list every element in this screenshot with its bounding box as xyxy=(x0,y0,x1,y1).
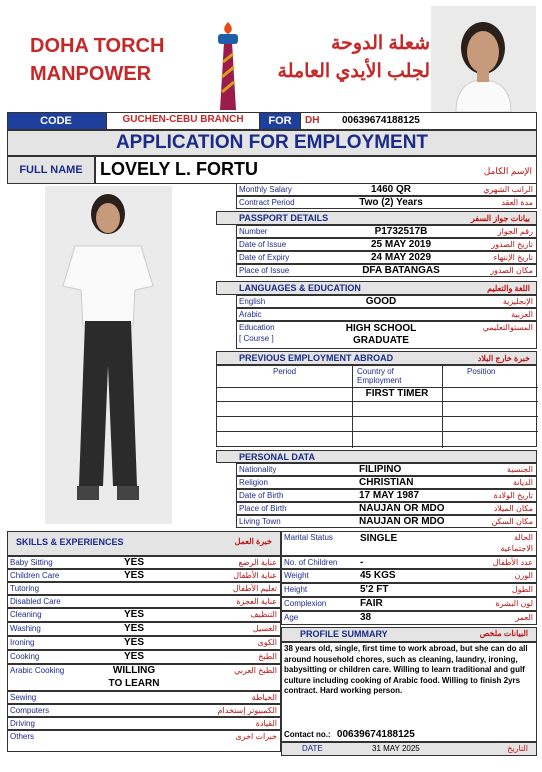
skill-label: Baby Sitting xyxy=(10,558,53,567)
skill-arabic: عناية الأطفال xyxy=(233,571,277,580)
skill-label: Others xyxy=(10,732,35,741)
skill-row xyxy=(7,608,281,622)
skill-value-line2: TO LEARN xyxy=(108,678,160,689)
education-label: Education xyxy=(239,323,275,332)
skills-section-header xyxy=(7,531,281,556)
personal-row xyxy=(236,489,537,502)
skill-value: YES xyxy=(123,637,144,648)
passport-value: DFA BATANGAS xyxy=(362,265,440,276)
skill-row xyxy=(7,569,281,582)
passport-label: Place of Issue xyxy=(239,266,290,275)
personal-value: NAUJAN OR MDO xyxy=(359,503,445,514)
applicant-full-photo xyxy=(45,186,172,524)
status-arabic-line1: الحالة xyxy=(514,533,533,542)
contract-row xyxy=(236,196,537,209)
passport-label: Date of Issue xyxy=(239,240,287,249)
status-value: 5'2 FT xyxy=(360,584,389,595)
previous-title-arabic: خبرة خارج البلاد xyxy=(477,354,530,363)
date-arabic: التاريخ xyxy=(507,744,528,753)
previous-section-header xyxy=(216,351,537,365)
company-arabic-line1: شعلة الدوحة xyxy=(331,33,430,54)
skill-row xyxy=(7,582,281,595)
skills-title: SKILLS & EXPERIENCES xyxy=(16,537,124,547)
skill-row xyxy=(7,650,281,664)
applicant-headshot xyxy=(431,6,536,112)
personal-arabic: تاريخ الولادة xyxy=(493,491,533,500)
page-title: APPLICATION FOR EMPLOYMENT xyxy=(115,132,429,153)
education-arabic: المستوالتعليمي xyxy=(482,323,533,332)
skill-value: YES xyxy=(123,570,144,581)
company-name xyxy=(30,32,164,88)
contract-value: Two (2) Years xyxy=(359,197,423,208)
skill-row xyxy=(7,730,281,752)
previous-entry: FIRST TIMER xyxy=(365,388,429,399)
company-name-line1: DOHA TORCH xyxy=(30,35,165,57)
status-arabic-line2: الاجتماعية xyxy=(500,544,533,553)
language-row xyxy=(236,295,537,308)
skill-row xyxy=(7,595,281,608)
profile-title: PROFILE SUMMARY xyxy=(300,629,388,639)
personal-arabic: الجنسية xyxy=(506,465,533,474)
status-arabic: العمر xyxy=(515,613,533,622)
skill-row xyxy=(7,622,281,636)
skill-arabic: الخياطة xyxy=(251,693,277,702)
salary-arabic: الراتب الشهري xyxy=(483,185,533,194)
education-value-line2: GRADUATE xyxy=(353,335,409,346)
language-arabic: الإنجليزية xyxy=(502,297,533,306)
date-label: DATE xyxy=(302,744,323,753)
personal-arabic: مكان الميلاد xyxy=(493,504,533,513)
skill-value: YES xyxy=(123,609,144,620)
personal-row xyxy=(236,502,537,515)
salary-label: Monthly Salary xyxy=(239,185,292,194)
personal-arabic: مكان السكن xyxy=(491,517,533,526)
status-value: SINGLE xyxy=(360,533,398,544)
skill-arabic: عناية العجزة xyxy=(236,597,277,606)
personal-row xyxy=(236,515,537,528)
profile-text: 38 years old, single, first time to work abroad, but she can do all around household chores, such as cleaning, laundry, ironing, babysitting or children care. Willing to learn traditional and gulf culture including cooking of Arabic food. Willing to finish 2yrs contract. Hard working person. xyxy=(284,644,528,695)
skill-arabic: عناية الرضع xyxy=(238,558,277,567)
status-row xyxy=(281,556,537,569)
status-value: 38 xyxy=(360,612,372,623)
passport-label: Number xyxy=(239,227,268,236)
skill-arabic: الطبخ xyxy=(258,652,277,661)
passport-section-header xyxy=(216,211,537,225)
status-label: Weight xyxy=(284,571,309,580)
skill-label: Computers xyxy=(10,706,50,715)
passport-value: 24 MAY 2029 xyxy=(370,252,432,263)
col-country-line1: Country of xyxy=(357,367,394,376)
personal-label: Place of Birth xyxy=(239,504,287,513)
skill-label: Children Care xyxy=(10,571,60,580)
skill-row xyxy=(7,556,281,569)
col-country-line2: Employment xyxy=(357,376,402,385)
personal-value: NAUJAN OR MDO xyxy=(359,516,445,527)
language-row xyxy=(236,308,537,321)
education-course-label: [ Course ] xyxy=(239,334,274,343)
skill-arabic: الكوى xyxy=(257,638,277,647)
date-row xyxy=(281,742,537,756)
skill-label: Arabic Cooking xyxy=(10,666,65,675)
skill-label: Cooking xyxy=(10,652,40,661)
date-value: 31 MAY 2025 xyxy=(372,744,420,753)
skill-arabic: خبرات اخرى xyxy=(235,732,277,741)
status-value: 45 KGS xyxy=(360,570,396,581)
personal-value: CHRISTIAN xyxy=(359,477,414,488)
for-label: FOR xyxy=(268,115,292,127)
branch-name: GUCHEN-CEBU BRANCH xyxy=(122,114,244,125)
code-phone: 00639674188125 xyxy=(342,115,420,126)
profile-section-header xyxy=(281,627,537,642)
language-label: Arabic xyxy=(239,310,262,319)
personal-label: Nationality xyxy=(239,465,277,474)
status-row xyxy=(281,569,537,583)
status-row xyxy=(281,611,537,625)
skill-row xyxy=(7,704,281,717)
status-arabic: الوزن xyxy=(514,571,533,580)
passport-row xyxy=(236,264,537,277)
status-row xyxy=(281,597,537,611)
passport-arabic: تاريخ الإنتهاء xyxy=(493,253,533,262)
contract-arabic: مدة العقد xyxy=(501,198,533,207)
skill-value: YES xyxy=(123,557,144,568)
languages-title-arabic: اللغة والتعليم xyxy=(487,284,530,293)
language-label: English xyxy=(239,297,266,306)
personal-value: FILIPINO xyxy=(359,464,402,475)
skill-arabic: تعليم الأطفال xyxy=(232,584,277,593)
skill-value: WILLING xyxy=(112,665,156,676)
language-value: GOOD xyxy=(365,296,397,307)
fullname-value: LOVELY L. FORTU xyxy=(100,159,259,179)
languages-title: LANGUAGES & EDUCATION xyxy=(239,283,361,293)
education-value-line1: HIGH SCHOOL xyxy=(345,323,417,334)
status-row xyxy=(281,531,537,556)
status-label: Complexion xyxy=(284,599,327,608)
passport-value: P1732517B xyxy=(374,226,428,237)
salary-row xyxy=(236,183,537,196)
personal-arabic: الديانة xyxy=(512,478,533,487)
status-arabic: لون البشرة xyxy=(495,599,533,608)
skill-arabic: الطبخ العربي xyxy=(234,666,277,675)
personal-value: 17 MAY 1987 xyxy=(359,490,420,501)
profile-title-arabic: البيانات ملخص xyxy=(479,629,528,638)
skill-arabic: التنظيف xyxy=(250,610,277,619)
status-arabic: عدد الأطفال xyxy=(492,558,533,567)
passport-title: PASSPORT DETAILS xyxy=(239,213,329,223)
status-arabic: الطول xyxy=(511,585,533,594)
skill-arabic: القيادة xyxy=(255,719,277,728)
previous-table xyxy=(216,365,537,447)
languages-section-header xyxy=(216,281,537,295)
passport-row xyxy=(236,251,537,264)
status-value: - xyxy=(360,557,364,568)
skill-value: YES xyxy=(123,623,144,634)
company-arabic-name xyxy=(270,30,430,86)
torch-logo xyxy=(200,22,256,110)
contract-label: Contract Period xyxy=(239,198,295,207)
skills-title-arabic: خبرة العمل xyxy=(234,537,272,546)
status-label: No. of Children xyxy=(284,558,338,567)
passport-row xyxy=(236,238,537,251)
skill-label: Driving xyxy=(10,719,35,728)
skill-label: Tutoring xyxy=(10,584,40,593)
company-name-line2: MANPOWER xyxy=(30,63,152,85)
contact-label: Contact no.: xyxy=(284,730,331,739)
education-row xyxy=(236,321,537,349)
personal-row xyxy=(236,463,537,476)
skill-arabic: الكمبيوتر إستخدام xyxy=(217,706,277,715)
row-divider xyxy=(217,416,538,417)
skill-row xyxy=(7,664,281,691)
skill-row xyxy=(7,717,281,730)
passport-arabic: رقم الجواز xyxy=(497,227,533,236)
row-divider xyxy=(217,431,538,432)
passport-row xyxy=(236,225,537,238)
code-label: CODE xyxy=(40,115,72,127)
personal-title: PERSONAL DATA xyxy=(239,452,316,462)
personal-row xyxy=(236,476,537,489)
contact-value: 00639674188125 xyxy=(336,729,415,740)
fullname-arabic: الإسم الكامل xyxy=(483,166,532,176)
fullname-label: FULL NAME xyxy=(19,164,83,176)
company-arabic-line2: لجلب الأيدي العاملة xyxy=(277,61,430,82)
skill-label: Washing xyxy=(10,624,41,633)
status-label: Height xyxy=(284,585,308,594)
skill-value: YES xyxy=(123,651,144,662)
status-label: Marital Status xyxy=(284,533,333,542)
status-label: Age xyxy=(284,613,299,622)
skill-row xyxy=(7,691,281,704)
status-value: FAIR xyxy=(360,598,383,609)
skill-label: Cleaning xyxy=(10,610,42,619)
personal-label: Date of Birth xyxy=(239,491,284,500)
contact-row xyxy=(284,729,415,740)
col-position: Position xyxy=(467,367,496,376)
language-arabic: العربية xyxy=(511,310,533,319)
passport-arabic: تاريخ الصدور xyxy=(491,240,533,249)
passport-arabic: مكان الصدور xyxy=(490,266,533,275)
skill-label: Sewing xyxy=(10,693,37,702)
personal-label: Living Town xyxy=(239,517,281,526)
passport-label: Date of Expiry xyxy=(239,253,290,262)
passport-title-arabic: بيانات جواز السفر xyxy=(470,214,530,223)
for-value: DH xyxy=(305,115,320,126)
previous-title: PREVIOUS EMPLOYMENT ABROAD xyxy=(239,353,394,363)
row-divider xyxy=(217,401,538,402)
skill-label: Disabled Care xyxy=(10,597,61,606)
skill-row xyxy=(7,636,281,650)
skill-label: Ironing xyxy=(10,638,35,647)
salary-value: 1460 QR xyxy=(370,184,412,195)
personal-section-header xyxy=(216,450,537,463)
col-divider xyxy=(352,366,353,448)
personal-label: Religion xyxy=(239,478,268,487)
status-row xyxy=(281,583,537,597)
passport-value: 25 MAY 2019 xyxy=(370,239,432,250)
col-period: Period xyxy=(273,367,297,376)
col-divider xyxy=(442,366,443,448)
skill-arabic: الغسيل xyxy=(252,624,277,633)
